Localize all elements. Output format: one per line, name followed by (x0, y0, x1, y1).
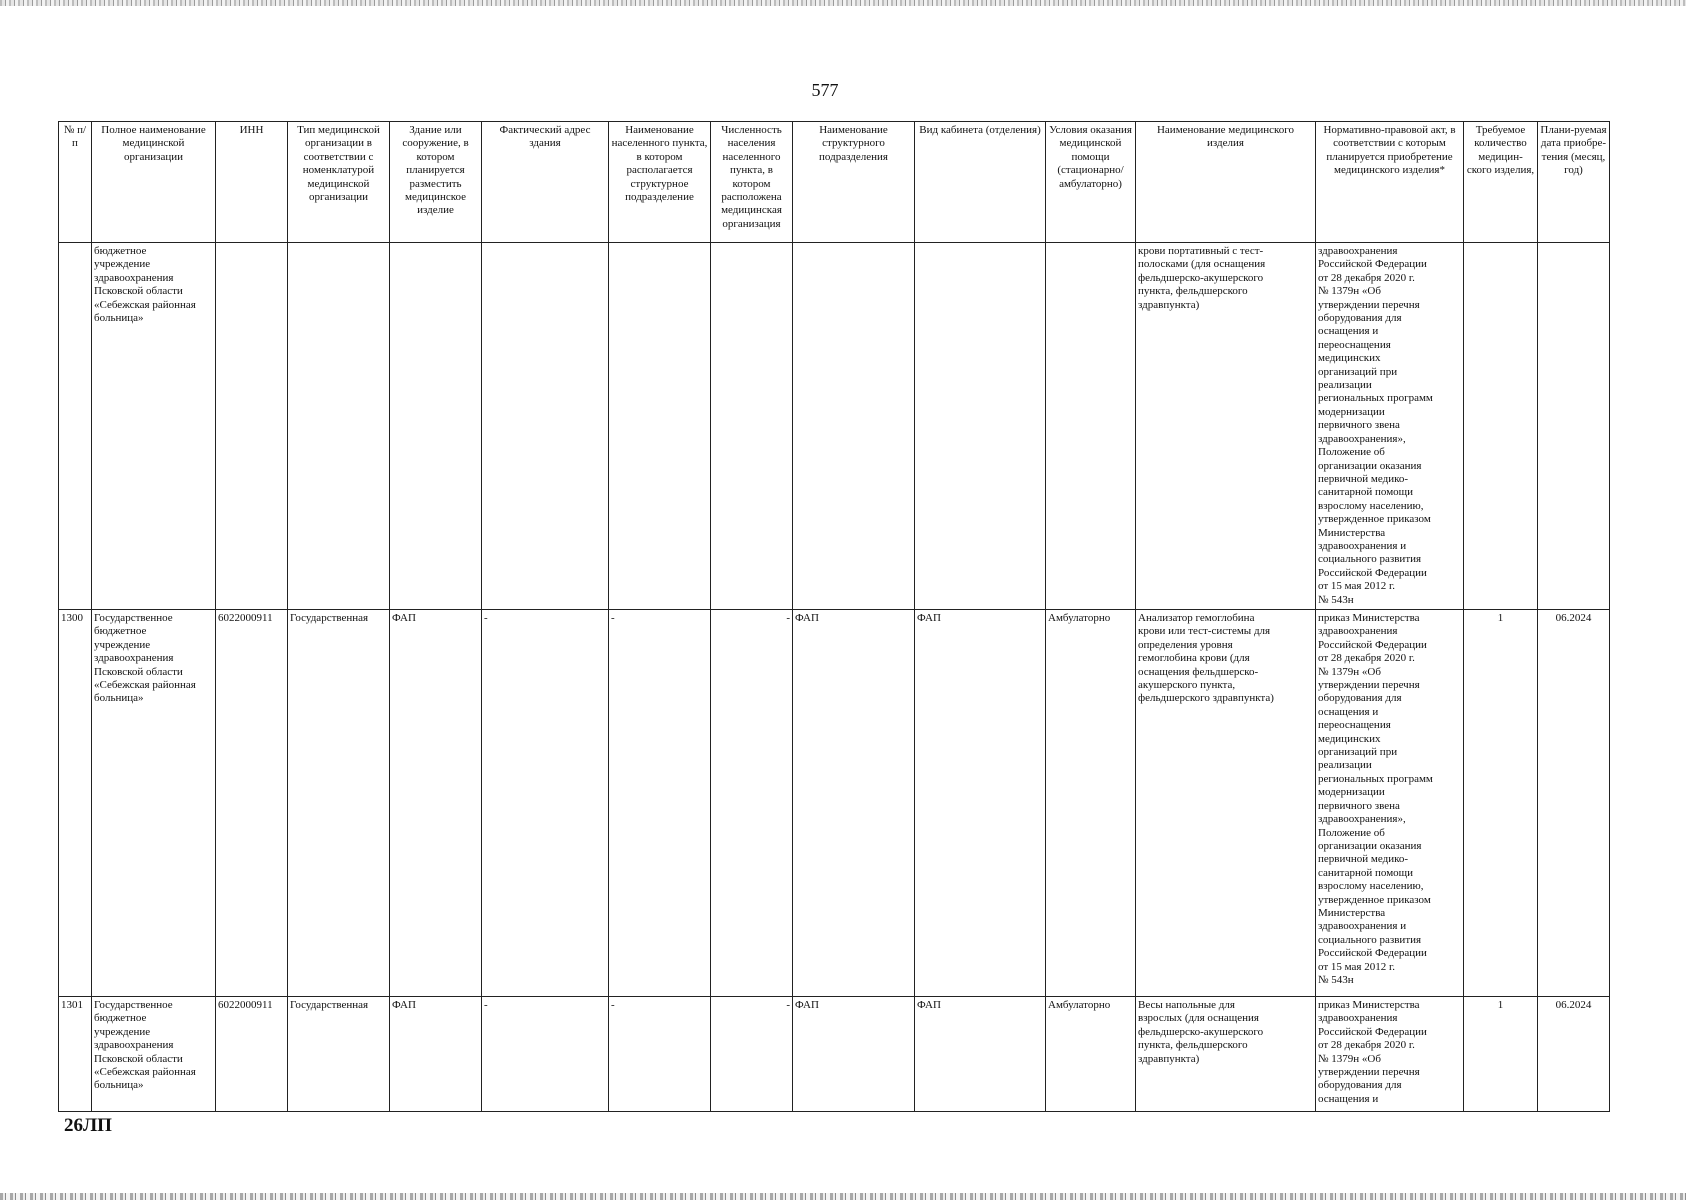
cell-legal-act: приказ Министерства здравоохранения Российской Федерации от 28 декабря 2020 г. № 1379н «Об утверждении перечня оборудования для оснащения и (1316, 997, 1464, 1112)
table-row (59, 610, 1610, 997)
header-conditions: Условия оказания медицинской помощи (стационарно/ амбулаторно) (1046, 122, 1136, 243)
cell-subdivision: ФАП (793, 997, 915, 1112)
cell-device: Анализатор гемоглобина крови или тест-системы для определения уровня гемоглобина крови (для оснащения фельдшерско- акушерского пункта, фельдшерского здравпункта) (1136, 610, 1316, 997)
cell-organization: Государственное бюджетное учреждение здравоохранения Псковской области «Себежская районная больница» (92, 610, 216, 997)
cell-inn (216, 243, 288, 610)
cell-cabinet (915, 243, 1046, 610)
cell-date: 06.2024 (1538, 997, 1610, 1112)
cell-organization: Государственное бюджетное учреждение здравоохранения Псковской области «Себежская районная больница» (92, 997, 216, 1112)
cell-building: ФАП (390, 997, 482, 1112)
cell-date: 06.2024 (1538, 610, 1610, 997)
cell-building: ФАП (390, 610, 482, 997)
cell-conditions: Амбулаторно (1046, 610, 1136, 997)
cell-inn: 6022000911 (216, 997, 288, 1112)
header-inn: ИНН (216, 122, 288, 243)
header-device: Наименование медицинского изделия (1136, 122, 1316, 243)
cell-num: 1301 (59, 997, 92, 1112)
cell-cabinet: ФАП (915, 997, 1046, 1112)
cell-subdivision (793, 243, 915, 610)
cell-conditions (1046, 243, 1136, 610)
cell-settlement (609, 243, 711, 610)
cell-organization: бюджетное учреждение здравоохранения Псковской области «Себежская районная больница» (92, 243, 216, 610)
page-number: 577 (811, 80, 839, 100)
scan-edge-top (0, 0, 1686, 6)
header-settlement: Наименование населенного пункта, в котором располагается структурное подразделение (609, 122, 711, 243)
cell-subdivision: ФАП (793, 610, 915, 997)
cell-org-type: Государственная (288, 997, 390, 1112)
cell-quantity: 1 (1464, 610, 1538, 997)
cell-conditions: Амбулаторно (1046, 997, 1136, 1112)
cell-device: крови портативный с тест- полосками (для оснащения фельдшерско-акушерского пункта, фельдшерского здравпункта) (1136, 243, 1316, 610)
cell-org-type: Государственная (288, 610, 390, 997)
header-population: Численность населения населенного пункта, в котором расположена медицинская организация (711, 122, 793, 243)
cell-legal-act: здравоохранения Российской Федерации от 28 декабря 2020 г. № 1379н «Об утверждении перечня оборудования для оснащения и переоснащения медицинских организаций при реализации региональных программ модернизации первичного звена здравоохранения», Положение об организации оказания первичной медико- санитарной помощи взрослому населению, утвержденное приказом Министерства здравоохранения и социального развития Российской Федерации от 15 мая 2012 г. № 543н (1316, 243, 1464, 610)
header-building: Здание или сооружение, в котором планируется разместить медицинское изделие (390, 122, 482, 243)
cell-num: 1300 (59, 610, 92, 997)
cell-device: Весы напольные для взрослых (для оснащения фельдшерско-акушерского пункта, фельдшерского здравпункта) (1136, 997, 1316, 1112)
cell-address (482, 243, 609, 610)
cell-num (59, 243, 92, 610)
header-num: № п/п (59, 122, 92, 243)
cell-quantity (1464, 243, 1538, 610)
cell-org-type (288, 243, 390, 610)
cell-date (1538, 243, 1610, 610)
table-row-continuation (59, 243, 1610, 610)
cell-building (390, 243, 482, 610)
cell-cabinet: ФАП (915, 610, 1046, 997)
table-row (59, 997, 1610, 1112)
header-organization: Полное наименование медицинской организации (92, 122, 216, 243)
header-date: Плани-руемая дата приобре-тения (месяц, год) (1538, 122, 1610, 243)
header-subdivision: Наименование структурного подразделения (793, 122, 915, 243)
cell-population (711, 243, 793, 610)
header-legal-act: Нормативно-правовой акт, в соответствии с которым планируется приобретение медицинского изделия* (1316, 122, 1464, 243)
cell-population: - (711, 997, 793, 1112)
equipment-table (58, 121, 1610, 1112)
sheet-code: 26ЛП (64, 1115, 112, 1136)
cell-settlement: - (609, 610, 711, 997)
header-quantity: Требуемое количество медицин-ского изделия, (1464, 122, 1538, 243)
cell-population: - (711, 610, 793, 997)
cell-legal-act: приказ Министерства здравоохранения Российской Федерации от 28 декабря 2020 г. № 1379н «Об утверждении перечня оборудования для оснащения и переоснащения медицинских организаций при реализации региональных программ модернизации первичного звена здравоохранения», Положение об организации оказания первичной медико- санитарной помощи взрослому населению, утвержденное приказом Министерства здравоохранения и социального развития Российской Федерации от 15 мая 2012 г. № 543н (1316, 610, 1464, 997)
header-org-type: Тип медицинской организации в соответствии с номенклатурой медицинской организации (288, 122, 390, 243)
cell-address: - (482, 610, 609, 997)
header-cabinet: Вид кабинета (отделения) (915, 122, 1046, 243)
table-header-row (59, 122, 1610, 243)
cell-quantity: 1 (1464, 997, 1538, 1112)
scan-edge-bottom (0, 1193, 1686, 1200)
cell-inn: 6022000911 (216, 610, 288, 997)
cell-settlement: - (609, 997, 711, 1112)
header-address: Фактический адрес здания (482, 122, 609, 243)
cell-address: - (482, 997, 609, 1112)
